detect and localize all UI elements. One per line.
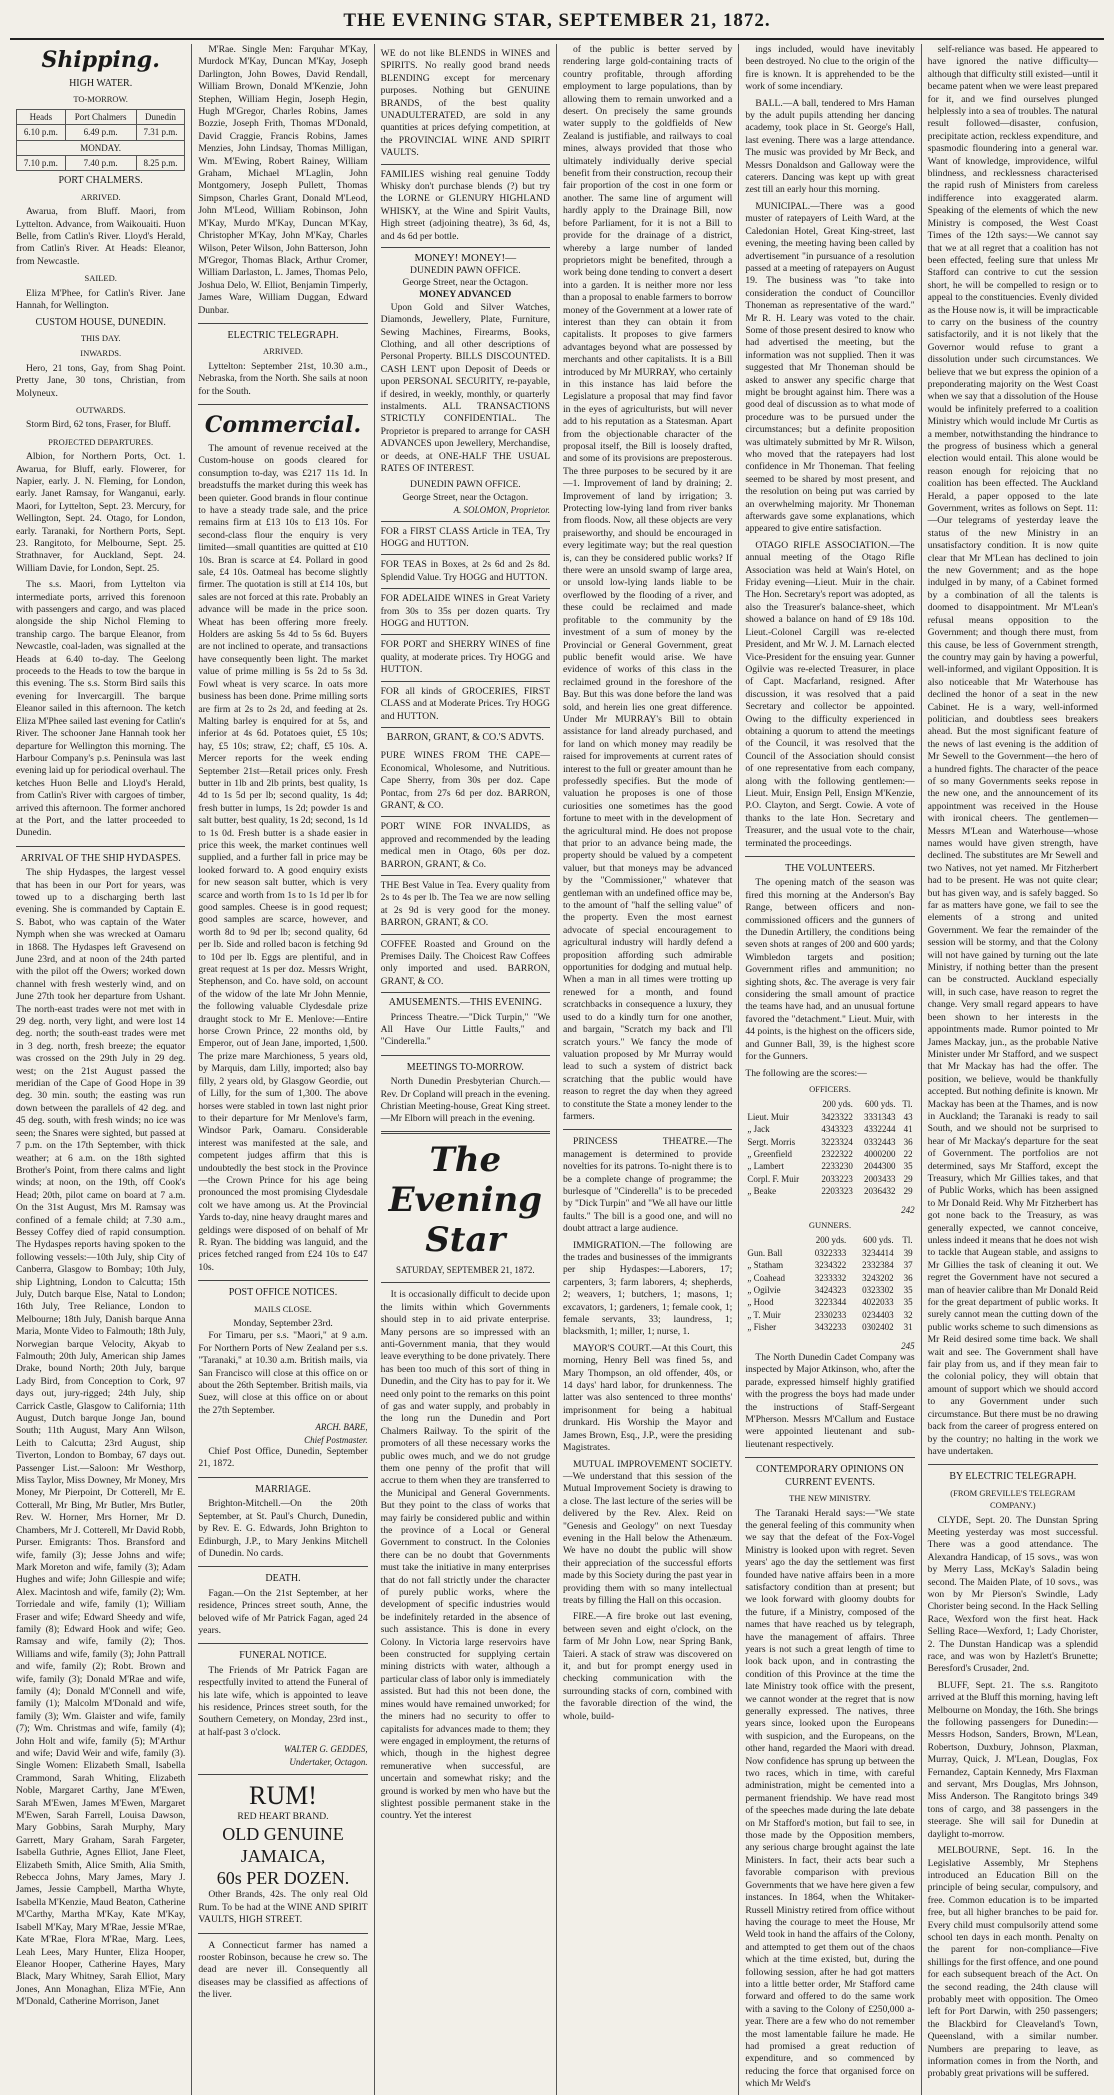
masthead: THE EVENING STAR, SEPTEMBER 21, 1872. [343,10,771,31]
score-cell: 3243202 [862,1272,894,1283]
scores-head: 600 yds. [863,1235,894,1246]
divider [16,846,185,847]
undertaker-address: Undertaker, Octagon. [289,1756,368,1767]
issue-date: SATURDAY, SEPTEMBER 21, 1872. [396,1264,535,1275]
column-3 [375,44,557,2095]
marriage-heading: MARRIAGE. [255,1483,311,1495]
pawn-text: Upon Gold and Silver Watches, Diamonds, Jewellery, Plate, Furniture, Sewing Machines, Firearms, Books, Clothing, and all other descriptions of Personal Property. BILLS DISCOUNTED. CASH LENT upon Deposit of Deeds or upon PERSONAL SECURITY, re-payable, if desired, in weekly, monthly, or quarterly instalments. ALL TRANSACTIONS STRICTLY CONFIDENTIAL. The Proprietor is prepared to arrange for CASH ADVANCES upon Jewellery, Merchandise, or deeds, at ONE-HALF THE USUAL RATES OF INTEREST. [380,301,550,474]
mails-close-label: MAILS CLOSE. [254,1303,312,1314]
customs-heading: CUSTOM HOUSE, DUNEDIN. [35,316,166,328]
barron-advert-3: THE Best Value in Tea. Every quality from 2s to 4s per lb. The Tea we are now selling at 2s 9d is very good for the money. BARRON, GRANT, & CO. [381,876,550,935]
column-1 [10,44,192,2095]
contemporary-heading: CONTEMPORARY OPINIONS ON CURRENT EVENTS. [756,1464,904,1488]
score-cell: 2330233 [814,1309,847,1320]
outwards-text: Storm Bird, 62 tons, Fraser, for Bluff. [26,419,171,431]
blends-text: WE do not like BLENDS in WINES and SPIRITS. No really good brand needs BLENDING except for mercenary purposes. Nothing but GENUINE BRANDS, of the best quality UNADULTERATED, are sold in any quantities at prices defying competition, at the PROVINCIAL WINE AND SPIRIT VAULTS. [380,48,550,159]
funeral-heading: FUNERAL NOTICE. [239,1650,327,1662]
divider [928,1464,1098,1465]
contemporary-continued: self-reliance was based. He appeared to have ignored the native difficulty—although that difficulty still existed—until it became patent when we were least prepared for it, and we find ourselves plunged helplessly into a sea of troubles. The natural result followed—disaster, confusion, precipitate action, reckless expenditure, and spasmodic floundering into a general war. Want of knowledge, improvidence, wilful blindness, and recklessness characterised the rapid rush of Ministers from careless indifference into exaggerated alarm. Speaking of the elements of which the new Ministry is composed, the West Coast Times of the 12th says:—We cannot say that we at all regret that a coalition has not been effected, feeling sure that unless Mr Stafford can contrive to cut the session short, he will be compelled to resign or to appeal to the constituencies. Evenly divided as the House now is, it will be impracticable to carry on the business of the country satisfactorily, and it is not likely that the Governor would refuse to grant a dissolution under such circumstances. We believe that we but express the opinion of a preponderating majority on the West Coast when we say that a dissolution of the House would be infinitely preferred to a coalition Ministry which would include Mr Curtis as a member, notwithstanding the hindrance to the progress of business which a general election would entail. This alone would be reason enough for rejoicing that no coalition has been effected. The Auckland Herald, a paper opposed to the late Government, writes as follows on Sept. 11:—Our telegrams of yesterday leave the status of the new Ministry in an unsatisfactory condition. It is now quite clear that Mr M'Lean has declined to join the new Government; and as the hope indulged in by many, of a Cabinet formed by a combination of all the talents is doomed to disappointment. Mr M'Lean's refusal means opposition to the Government; and though there must, from this cause, be less of Government strength, the country may gain by having a powerful, well-informed, and vigilant Opposition. It is also noticeable that Mr Waterhouse has declined the honor of a seat in the new Cabinet. He is a wary, well-informed politician, and doubtless sees breakers ahead. But the most significant feature of the news of last evening is the addition of Mr Sewell to the Government—the hero of a hundred fights. The character of the peace of so many Governments seeks repose in the new one, and the announcement of its appointment was received in the House with ironical cheers. The gentlemen—Messrs M'Lean and Waterhouse—whose names would have given strength, have declined. The substitutes are Mr Sewell and two Natives, not yet named. Mr Fitzherbert had to be present. He was not quite clear; but has given way, and is safely bagged. So far as matters have gone, we fail to see the elements of a strong and united Government. We fear the remainder of the session will be stormy, and that the Colony will not have gained by turning out the late Ministry, if nothing better than the present can be constructed. Auckland especially will, in such case, have reason to regret the change. Very small regard appears to have been shown to her interests in the appointments made. Rumor pointed to Mr James Mackay, jun., as the probable Native Minister under Mr Stafford, and we suspect that Mr Mackay has had the offer. The position, we believe, would be thankfully accepted. But nothing definite is known. Mr Mackay has been at the Thames, and is now in Auckland; the Taranaki is ready to sail South, and we should not be surprised to hear of Mr Mackay's departure for the seat of Government. The portfolios are not determined, says Mr Stafford, except the Treasury, which Mr Gillies takes, and that of Public Works, which has been assigned to Mr Donald Reid. Why Mr Fitzherbert has got none back to the Treasury, as was generally expected, we cannot conceive, unless indeed it means that he does not wish to tackle that Augean stable, and assigns to Mr Gillies the task of cleaning it out. We regret the Government have not secured a man of heavier calibre than Mr Donald Reid for the great department of public works. It surely cannot mean the cutting down of the public works scheme to such dimensions as Mr Reid desired some time back. We shall wait and see. The Government shall have fair play from us, and if they mean fair to the colonial policy, they will obtain that amount of support which we should accord to any Government under such circumstance. But there must be no drawing back from the career of progress entered on by the country; no halting in the work we have undertaken. [927,44,1098,1457]
immigration-item: IMMIGRATION.—The following are the trades and businesses of the immigrants per ship Hydaspes:—Laborers, 17; carpenters, 3; farm laborers, 4; shepherds, 2; weavers, 1; butchers, 1; masons, 1; excavators, 1; gardeners, 1; female cook, 1; female servants, 33; laundress, 1; blacksmith, 1; miller, 1; nurse, 1. [562,1239,733,1338]
score-row [745,1148,914,1160]
hydaspes-text: The ship Hydaspes, the largest vessel that has been in our Port for years, was towed up to a discharging berth last evening. She is commanded by Captain E. S. Babot, who was captain of the Water Nymph when she was wrecked at Oamaru in 1868. The Hydaspes left Gravesend on June 23rd, and at noon of the 24th parted with the pilot off the Owers; worked down channel with fresh westerly wind, and on June 27th took her departure from Ushant. The north-east trades were not met with in 29 deg. north, very light, and were lost 14 deg. north; the south-east trades were met in 3 deg. north, fresh breeze; the equator was crossed on the 29th July in 29 deg. west; on the 21st August passed the meridian of the Cape of Good Hope in 39 deg. 30 min. south; the easting was run down between the parallels of 42 deg. and 45 deg. south, with fresh winds; no ice was seen; the Snares were sighted, but passed at 7 p.m. on the 17th September, with thick weather; at 6 a.m. on the 18th sighted Brother's Point, from there calms and light winds; at noon, on the 19th, off Cook's Head; 20th, pilot came on board at 7 a.m. On the 31st August, Mrs M. Ramsay was confined of a female child; at 7.30 a.m., Bessey Coffey died of rapid consumption. The Hydaspes reports having spoken to the following vessels:—10th July, ship City of Canberra, Glasgow to Bombay; 10th July, ship Lightning, London to Calcutta; 15th July, Dutch barque Else, Natal to London; 16th July, Tree Reliance, London to Melbourne; 18th July, Danish barque Anna Maria, Monte Video to Falmouth; 18th July, Norwegian barque Velocity, Akyab to Falmouth; 20th July, American ship James Drake, bound North; 20th July, barque Lady Bird, from Conception to Cork, 97 days out, jury-rigged; 24th July, ship Carrick Castle, Glasgow to California; 11th August, Dutch barque Jonge Jan, bound South; 11th August, Mary Ann Wilson, Leith to Calcutta; 23rd August, ship Tiverton, London to Bombay, 67 days out. Passenger List.—Saloon: Mr Westhorp, Miss Taylor, Miss Downey, Mr Money, Mrs Money, Mr Pierpoint, Dr Cotterell, Mr E. Cotterall, Mr Bing, Mr Butler, Mrs Butler, Rev. W. Horner, Mrs Horner, Mr D. Chambers, Mr J. Cotterell, Mr David Robb, Purser. Emigrants: Thos. Bransford and wife, family (3); Jesse Johns and wife; Mark Moreton and wife, family (3); Adam Hughes and wife; John Gillespie and wife; Alex. Macintosh and wife, family (2); Wm. Torriedale and wife, family (1); William Fraser and wife; Edward Sheedy and wife, family (8); Edward Hook and wife; Geo. Ramsay and wife, family (2); Thos. Williams and wife, family (3); John Pattrall and wife, family (2); Robt. Brown and wife, family (3); Donald M'Rae and wife, family (4); Donald M'Connell and wife, family (1); Malcolm M'Donald and wife, family (3); Wm. Glaister and wife, family (7); Wm. Christmas and wife, family (4); John Holt and wife, family (5); M'Arthur and wife; David Weir and wife, family (3). Single Women: Elizabeth Small, Isabella Crammond, Sarah Whiting, Elizabeth Noble, Margaret Carthy, Jane M'Ewen, Sarah M'Ewen, James M'Ewen, Margaret M'Ewen, Sarah Farrell, Louisa Dawson, Mary Gobbins, Sarah Murphy, Mary Garrett, Mary Graham, Sarah Fargeter, Isabella Guthrie, Agnes Elliot, Jane Fleet, Elizabeth Smith, Alice Smith, Alia Smith, Rebecca Johns, Mary James, Mary J. James, Jessie Campbell, Martha Whyte, Isabella M'Kenzie, Maud Beaton, Catherine M'Carthy, Martha M'Kay, Kate M'Kay, Isabell M'Kay, Mary M'Rae, Jessie M'Rae, Kate M'Rae, Flora M'Rae, Marg. Lees, Leah Lees, Mary Hunter, Eliza Hooper, Eleanor Hooper, Catherine Hayes, Mary Black, Mary Whitney, Sarah Elliot, Mary Jones, Ann Monaghan, Eliza M'Fie, Ann M'Donald, Catherine Morrison, Janet [16,867,186,2008]
rifle-item: OTAGO RIFLE ASSOCIATION.—The annual meeting of the Otago Rifle Association was held at Wain's Hotel, on Friday evening—Lieut. Muir in the chair. The Hon. Secretary's report was adopted, as also the Treasurer's balance-sheet, which showed a balance on hand of £9 18s 10d. Lieut.-Colonel Cargill was re-elected President, and Mr W. J. M. Larnach elected Vice-President for the ensuing year. Gunner Ogilvie was re-elected Treasurer, in place of Capt. Macfarland, resigned. After discussion, it was resolved that a paid Secretary and collector be appointed. Owing to the difficulty experienced in obtaining a quorum to attend the meetings of the Council, it was resolved that the Council of the Association should consist of one representative from each company, along with the following gentlemen:—Lieut. Muir, Ensign Pell, Ensign M'Kenzie, P.O. Clayton, and Sergt. Cowie. A vote of thanks to the late Hon. Secretary and Treasurer, and the usual vote to the chair, terminated the proceedings. [745,539,915,849]
score-cell: 4343323 [821,1124,853,1135]
cadets-item: The North Dunedin Cadet Company was inspected by Major Atkinson, who, after the parade, expressed himself highly gratified with the progress the boys had made under the instructions of Staff-Sergeant M'Pherson. Messrs M'Callum and Eustace were appointed lieutenant and sub-lieutenant respectively. [745,1352,915,1450]
officers-label: OFFICERS. [809,1083,851,1094]
score-cell: 31 [903,1322,913,1333]
score-cell: 32 [903,1309,913,1320]
divider [198,1643,367,1644]
officers-scores-table [745,1098,914,1197]
score-cell: 37 [903,1260,913,1271]
barron-advert-2: PORT WINE FOR INVALIDS, as approved and recommended by the leading medical men in Otago, 60s per doz. BARRON, GRANT, & Co. [381,817,550,876]
chief-postmaster: Chief Postmaster. [304,1434,368,1445]
old-genuine: OLD GENUINE JAMAICA, [222,1824,344,1867]
score-cell: 4022033 [862,1297,894,1308]
score-row [745,1123,914,1135]
scores-head: Tl. [902,1235,913,1246]
score-cell: 39 [903,1247,913,1258]
amusements-text: Princess Theatre.—"Dick Turpin," "We All Have Our Little Faults," and "Cinderella." [380,1011,550,1048]
score-cell: „ T. Muir [747,1309,781,1320]
volunteers-text: The opening match of the season was fired this morning at the Anderson's Bay Range, between officers and non-commissioned officers and the gunners of the Dunedin Artillery, the conditions being seven shots at ranges of 200 and 600 yards; Wimbledon targets and position; Government rifles and ammunition; no sighting shots, &c. The average is very fair considering the small amount of practice the teams have had, and an unusual fortune favored the "detachment." Lieut. Muir, with 44 points, is the highest on the officers side, and Gunner Ball, 39, is the highest score for the Gunners. [745,877,915,1063]
score-row [745,1259,914,1271]
post-office-heading: POST OFFICE NOTICES. [228,1287,338,1299]
score-cell: 3423322 [821,1111,853,1122]
score-cell: 3234414 [862,1247,894,1258]
score-cell: 36 [903,1272,913,1283]
divider [198,323,367,324]
pawn-heading-2: DUNEDIN PAWN OFFICE. [410,479,521,491]
score-cell: 0234403 [862,1309,894,1320]
score-cell: 2332384 [862,1260,894,1271]
volunteers-heading: THE VOLUNTEERS. [785,863,875,874]
by-telegraph-sub: (FROM GREVILLE'S TELEGRAM COMPANY.) [950,1487,1076,1511]
arrived-label: ARRIVED. [80,191,121,202]
hydaspes-heading: ARRIVAL OF THE SHIP HYDASPES. [20,852,181,864]
divider [198,1477,367,1478]
new-ministry-label: THE NEW MINISTRY. [789,1493,871,1504]
tide-cell: 8.25 p.m. [136,156,185,171]
death-text: Fagan.—On the 21st September, at her residence, Princes street south, Anne, the beloved wife of Mr Patrick Fagan, aged 24 years. [198,1587,368,1636]
money-banner: MONEY! MONEY!— [414,252,517,265]
score-cell: 36 [903,1136,913,1147]
column-2 [192,44,374,2095]
score-row [745,1309,914,1321]
score-cell: 2033223 [821,1173,853,1184]
mayors-court-item: MAYOR'S COURT.—At this Court, this morning, Henry Bell was fined 5s, and Mary Thompson, an old offender, 40s, or 14 days' hard labor, for drunkenness. The latter was also sentenced to three months' imprisonment for being a habitual drunkard. His Worship the Mayor and James Brown, Esq., J.P., were the presiding Magistrates. [562,1342,733,1454]
mails-text: For Timaru, per s.s. "Maori," at 9 a.m. For Northern Ports of New Zealand per s.s. "Taranaki," at 10.30 a.m. British mails, via San Francisco will close at this office on or about the 26th September. British mails, via Suez, will close at this office on or about the 27th September. [198,1330,368,1416]
score-cell: 29 [903,1186,913,1197]
divider [745,856,914,857]
score-cell: 0302402 [862,1322,894,1333]
score-cell: 3331343 [864,1111,896,1122]
score-cell: 4000200 [864,1148,896,1159]
this-day-label: THIS DAY. [80,332,121,343]
rum-title: RUM! [249,1781,317,1810]
amusements-heading: AMUSEMENTS.—THIS EVENING. [388,997,542,1009]
telegraph-arrived: ARRIVED. [263,346,303,357]
score-cell: 41 [903,1124,913,1135]
score-cell: „ Jack [747,1124,770,1135]
gunners-label: GUNNERS. [808,1219,852,1230]
high-water-heading: HIGH WATER. [69,78,133,89]
tide-cell: 7.40 p.m. [65,156,136,171]
undertaker-name: WALTER G. GEDDES, [283,1744,368,1755]
score-row [745,1321,914,1333]
barron-advert-1: PURE WINES FROM THE CAPE— Economical, Wholesome, and Nutritious. Cape Sherry, from 30s per doz. Cape Pontac, from 27s 6d per doz. BARRON, GRANT, & CO. [381,746,550,817]
score-cell: Sergt. Morris [747,1136,796,1147]
projected-label: PROJECTED DEPARTURES. [48,436,154,447]
tide-head-dunedin: Dunedin [136,109,185,124]
score-row [745,1136,914,1148]
municipal-item: MUNICIPAL.—There was a good muster of ratepayers of Leith Ward, at the Caledonian Hotel, Great King-street, last evening, the meeting having been called by advertisement "in pursuance of a resolution passed at a meeting of ratepayers on August 19. The business was "to take into consideration the conduct of Councillor Thoneman as representative of the ward." Mr R. H. Leary was voted to the chair. Some of those present desired to know who had advertised the meeting, but the information was not supplied. Then it was suggested that Mr Thoneman should be asked to answer any specific charge that might be brought against him. There was a good deal of discussion as to what mode of procedure was to be pursued under the circumstances; but a definite proposition was ultimately submitted by Mr R. Wilson, who moved that the ratepayers had lost confidence in Mr Thoneman. That feeling seemed to be shared by most present, and the resolution on being put was carried by an overwhelming majority. Mr Thoneman afterwards gave some explanations, which appeared to give entire satisfaction. [745,200,915,535]
score-cell: „ Lambert [747,1161,785,1172]
score-cell: 0323302 [862,1285,894,1295]
score-cell: Gun. Ball [747,1247,783,1258]
by-telegraph-heading: BY ELECTRIC TELEGRAPH. [949,1471,1077,1483]
score-cell: 3223344 [814,1297,847,1308]
sailed-text: Eliza M'Phee, for Catlin's River. Jane Hannah, for Wellington. [16,287,186,312]
paper-title: The Evening Star [388,1139,543,1260]
score-cell: 2036432 [864,1186,896,1197]
rum-text: Other Brands, 42s. The only real Old Rum. To be had at the WINE AND SPIRIT VAULTS, HIGH STREET. [198,1889,368,1926]
score-cell: 2044300 [864,1161,896,1172]
projected-text: Albion, for Northern Ports, Oct. 1. Awarua, for Bluff, early. Flowerer, for Napier, early. J. N. Fleming, for London, early. Janet Ramsay, for Wanganui, early. Maori, for Lyttelton, Sept. 23. Mercury, for Wellington, Sept. 24. Otago, for London, early. Taranaki, for Northern Ports, Sept. 23. Rangitoto, for Melbourne, Sept. 25. Strathnaver, for Auckland, Sept. 24. William Davie, for London, Sept. 25. [16,451,186,574]
scores-head: Tl. [902,1099,913,1110]
fire-continued: ings included, would have inevitably been destroyed. No clue to the origin of the fire is known. It is apprehended to be the work of some incendiary. [745,44,915,93]
score-cell: 4332244 [864,1124,896,1135]
meetings-heading: MEETINGS TO-MORROW. [406,1061,524,1073]
port-chalmers-heading: PORT CHALMERS. [58,175,143,187]
inwards-label: INWARDS. [80,348,122,359]
solomon: A. SOLOMON, Proprietor. [453,505,550,516]
telegraph-heading: ELECTRIC TELEGRAPH. [227,329,339,341]
score-cell: Lieut. Muir [747,1111,789,1122]
hogg-advert-5: FOR all kinds of GROCERIES, FIRST CLASS and at Moderate Prices. Try HOGG and HUTTON. [381,682,550,728]
tomorrow-label: TO-MORROW. [73,94,128,105]
passenger-list-continued: M'Rae. Single Men: Farquhar M'Kay, Murdock M'Kay, Duncan M'Kay, Joseph Darlington, John Bowes, David Rendall, William Brown, Donald M'Kenzie, John Stephen, William Hegin, Joseph Hegin, Hugh M'Gregor, Charles Robins, James Bozzie, Joseph Frith, Thomas M'Donald, David Craggie, Francis Robins, James Menzies, John Lindsay, Thomas Milligan, Wm. M'Ewing, Robert Rainey, William Graham, Michael M'Laglin, John Montgomery, Joseph Pullett, Thomas Simpson, Charles Grant, Donald M'Leod, John M'Leod, William Robinson, John M'Kay, Murdo M'Kay, Duncan M'Kay, Christopher M'Kay, John M'Kay, Charles Wilson, Peter Wilson, John Batterson, John M'Gregor, Thomas Black, Arthur Cromer, William Darlaston, L. James, Thomas Pelo, Joshua Delo, W. Elliot, Benjamin Timperly, James Ware, William Duggan, Edward Dunbar. [198,44,368,316]
divider [198,1280,367,1281]
chief-post-office: Chief Post Office, Dunedin, September 21, 1872. [198,1446,368,1470]
mails-date: Monday, September 23rd. [233,1318,333,1329]
score-cell: „ Beake [747,1186,777,1197]
pawn-advert [381,248,550,522]
funeral-text: The Friends of Mr Patrick Fagan are respectfully invited to attend the Funeral of his late wife, which is appointed to leave his residence, Princes street south, for the Southern Cemetery, on Monday, 23rd inst., at half-past 3 o'clock. [198,1664,368,1738]
melbourne-item: MELBOURNE, Sept. 16. In the Legislative Assembly, Mr Stephens introduced an Education Bill on the principle of being secular, compulsory, and free. Common education is to be imparted free, but all higher branches to be paid for. Every child must compulsorily attend some school ten days in each month. Penalty on the parent for non-compliance—Five shillings for the first offence, and one pound for each subsequent breach of the Act. On the second reading, the 24th clause will probably meet with opposition. The Omeo left for Port Darwin, with 250 passengers; the Blackbird for Cleaveland's Town, Queensland, with a similar number. Numbers are preparing to leave, as information comes in from the North, and probably great privations will be suffered. [927,1845,1098,2080]
tide-cell: 6.10 p.m. [17,125,66,140]
scores-head: 200 yds. [822,1099,853,1110]
mutual-improvement-item: MUTUAL IMPROVEMENT SOCIETY.—We understand that this session of the Mutual Improvement Society is drawing to a close. The last lecture of the series will be delivered by the Rev. Alex. Reid on "Genesis and Geology" on next Tuesday evening in the Hall below the Athenæum. We have no doubt the public will show their appreciation of the successful efforts made by this Society during the past year in providing them with so many intellectual treats by filling the Hall on this occasion. [562,1458,733,1606]
marriage-text: Brighton-Mitchell.—On the 20th September, at St. Paul's Church, Dunedin, by Rev. E. G. Edwards, John Brighton to Edinburgh, J.P., to Mary Jenkins Mitchell of Dunedin. No cards. [198,1498,368,1559]
scores-head [745,1098,812,1110]
score-row [745,1173,914,1185]
score-cell: 35 [903,1285,913,1295]
contemporary-text: The Taranaki Herald says:—"We state the general feeling of this community when we say that the defeat of the Fox-Vogel Ministry is looked upon with regret. Seven years' ago the day the settlement was first founded have native affairs been in a more satisfactory condition than at present; but we look forward with gloomy doubts for the future, if a Ministry, composed of the names that have reached us by telegraph, have the management of affairs. Three years is not such a great length of time to look back upon, and in contrasting the condition of this Province at the time the late Ministry took office with the present, we cannot wonder at the regret that is now generally expressed. The natives, three years since, looked upon the Europeans with suspicion, and the Europeans, on the other hand, regarded the Maori with dread. Now confidence has sprung up between the two races, which in time, with careful administration, might be cemented into a permanent friendship. We have read most of the speeches made during the late debate on Mr Stafford's motion, but fail to see, in those made by the Opposition members, any serious charge brought against the late Ministers. In fact, their acts bear such a favorable comparison with previous Governments that we have here given a few instances. In 1864, when the Whitaker-Russell Ministry retired from office without having the courage to meet the House, Mr Weld took in hand the affairs of the Colony, and attempted to get them out of the chaos which at the time existed, but, during the following session, after he had got matters into a little better order, Mr Stafford came forward and offered to do the same work with a saving to the Colony of £250,000 a-year. There are a few who do not remember the most lamentable failure he made. He had promised a great reduction of expenditure, and so commenced by reducing the force that organised force on which Mr Weld's [745,1507,915,2090]
column-5 [739,44,921,2095]
score-row [745,1296,914,1308]
gunners-rows [745,1247,914,1334]
rum-footer: A Connecticut farmer has named a rooster Robinson, because he crew so. The dead are never ill. Consequently all diseases may be classified as affections of the liver. [198,1939,368,2001]
divider [745,1457,914,1458]
column-4 [557,44,739,2095]
score-cell: 2203323 [821,1186,853,1197]
score-cell: „ Hood [747,1297,774,1308]
columns [10,44,1104,2090]
score-cell: „ Statham [747,1260,784,1271]
tide-cell: 6.49 p.m. [65,125,136,140]
score-cell: 3432233 [814,1322,847,1333]
score-cell: 35 [903,1297,913,1308]
score-cell: 43 [903,1111,913,1122]
score-cell: 2233230 [821,1161,853,1172]
red-heart: RED HEART BRAND. [237,1811,329,1822]
barron-advert-4: COFFEE Roasted and Ground on the Premises Daily. The Choicest Raw Coffees only imported and used. BARRON, GRANT, & CO. [381,935,550,994]
score-row [745,1247,914,1259]
hogg-advert-4: FOR PORT and SHERRY WINES of fine quality, at moderate prices. Try HOGG and HUTTON. [381,635,550,681]
shipping-heading: Shipping. [41,47,160,73]
score-cell: 3223324 [821,1136,853,1147]
score-cell: 3234322 [814,1260,847,1271]
score-cell: 3424323 [814,1285,847,1295]
blends-advert [381,44,550,165]
tide-cell: 7.31 p.m. [136,125,185,140]
score-row [745,1185,914,1197]
clyde-item: CLYDE, Sept. 20. The Dunstan Spring Meeting yesterday was most successful. There was a good attendance. The Alexandra Handicap, of 15 sovs., was won by Merry Lass, McKay's Saladin being second. The Maiden Plate, of 10 sovs., was won by Mr Pierson's Swindle, Lady Chorister being second. In the Hack Selling Race, Wexford won the first heat. Hack Selling Race—Wexford, 1; Lady Chorister, 2. The Dunstan Handicap was a splendid race, and was won by Hazlett's Brunette; Beresford's Crusader, 2nd. [927,1514,1098,1675]
editorial-continued: of the public is better served by rendering large gold-containing tracts of country profitable, through affording employment to large populations, than by allowing them to remain unworked and a desert. On precisely the same grounds water supply to the goldfields of New Zealand is justifiable, and railways to coal mines, always provided that those who ultimately individually derive special benefit from their construction, recoup their fair proportion of the cost in one form or another. The same line of argument will hardly apply to the Drainage Bill, now before Parliament, for it is not a Bill to provide for the drainage of a district, whereby a large number of landed proprietors might be benefited, through a work being done tending to convert a desert into a garden. It is neither more nor less than a proposal to enable farmers to borrow money of the Government at a lower rate of interest than they can obtain it from capitalists. It proposes to give farmers advantages beyond what are possessed by merchants and other capitalists. It is a Bill introduced by Mr MURRAY, who certainly in this instance has laid before the Legislature a proposal that may find favor in the eyes of agriculturists, but will never add to his reputation as a Statesman. Apart from the objectionable character of the proposal itself, the Bill is loosely drafted, and some of its provisions are preposterous. The three purposes to be secured by it are—1. Improvement of land by draining; 2. Improvement of land by irrigation; 3. Protecting low-lying land from river banks from floods. Now, all these objects are very praiseworthy, and should be encouraged in every legitimate way; but the real question is, can they be considered public works? If there were an unsold swamp of large area, or unsold low-lying lands liable to be overflowed by the flooding of a river, and these could be reclaimed and made profitable to the community by the investment of a sum of money by the Provincial or General Government, great public benefit would arise. We have evidence of works of this class in the reclaimed ground in the foreshore of the Bay. But this was done before the land was sold, and herein lies one great difference. Under Mr MURRAY's Bill to obtain assistance for land already purchased, and for land on which money may readily be raised for improvements at current rates of interest to the full or greater amount than he professedly specifies. But the mode of valuation he proposes is one of those curiosities one sometimes has the good fortune to meet with in the development of the agricultural mind. He does not propose that prior to an advance being made, the property should be valued by a competent valuer, but that moneys may be advanced by the "Commissioner," whatever that gentleman with an undefined office may be, to the amount of "half the selling value" of the property. Even the most earnest advocate of special encouragement to agricultural industry will hardly defend a proposition affording such admirable opportunities for dodging and mutual help. When a man in all times were trotting up renewed for a month, and found scratchbacks in consequence a luxury, they used to do a kindly turn for one another, and bargain, "Scratch my back and I'll scratch yours." We fancy the mode of valuation proposed by Mr Murray would lead to such a system of district back scratching that the public would have reason to regret the day when they agreed to constitute the State a money lender to the farmers. [562,44,733,1122]
divider [563,1129,732,1130]
editorial-text: It is occasionally difficult to decide upon the limits within which Governments should step in to aid private enterprise. Many persons are so impressed with an anti-Government mania, that they would leave everything to be done privately. There has been too much of this sort of thing in Dunedin, and the City has to pay for it. We need only point to the remarks on this point of gas and water supply, and probably in the long run the Dunedin and Port Chalmers Railway. To the spirit of the promoters of all these necessary works the public owes much, and we do not grudge them one penny of the profit that will accrue to them when they are transferred to the Municipal and General Governments. But they point to the class of works that may fairly be considered public and within the province of a Local or General Government to construct. In the Colonies there can be no doubt that Governments must take the initiative in many enterprises that do not fall strictly under the character of purely public works, where the development of specific industries would be indefinitely retarded in the absence of such assistance. This is done in every Colony. In Victoria large reservoirs have been constructed for supplying certain mining districts with water, although a particular class of labor only is immediately assisted. But had this not been done, the mines would have remained unworked; for the miners had no security to offer to capitalists for advances made to them; they were engaged in employment, the returns of which, though in the highest degree remunerative when successful, are uncertain and somewhat risky; and the ground is worked by men who have but the slightest possible permanent stake in the country. Yet the interest [380,1289,550,1822]
score-cell: 3233332 [814,1272,847,1283]
gunners-total: 245 [901,1340,915,1351]
inwards-text: Hero, 21 tons, Gay, from Shag Point. Pretty Jane, 30 tons, Christian, from Molyneux. [16,362,186,399]
divider [198,404,367,405]
divider [381,1282,550,1283]
arrived-text: Awarua, from Bluff. Maori, from Lyttelton. Advance, from Waikouaiti. Huon Belle, from Catlin's River. Lloyd's Herald, from Catlin's River. At Heads: Eleanor, from Newcastle. [16,206,186,267]
theatre-item: PRINCESS THEATRE.—The management is determined to provide novelties for its patrons. To-night there is to be a complete change of programme; the burlesque of "Cinderella" is to be preceded by "Dick Turpin" and "We all have our little faults." The bill is a good one, and will no doubt attract a large audience. [562,1136,733,1235]
per-dozen: 60s PER DOZEN. [216,1868,350,1889]
commercial-heading: Commercial. [204,411,362,438]
score-cell: 29 [903,1173,913,1184]
score-row [745,1272,914,1284]
tide-cell: 7.10 p.m. [17,156,66,171]
hogg-advert-3: FOR ADELAIDE WINES in Great Variety from 30s to 35s per dozen quarts. Try HOGG and HUTTON. [381,589,550,635]
bluff-item: BLUFF, Sept. 21. The s.s. Rangitoto arrived at the Bluff this morning, having left Melbourne on Monday, the 16th. She brings the following passengers for Dunedin:—Messrs Hodson, Sanders, Brown, M'Lean, Robertson, Duxbury, Johnson, Plaxman, Murray, Quick, J. M'Lean, Douglas, Fox Fernandez, Captain Kennedy, Mrs Flaxman and servant, Mrs Douglas, Mrs Johnson, Miss Anderson. The Rangitoto brings 349 tons of cargo, and 38 passengers in the steerage. She will sail for Dunedin at daylight to-morrow. [927,1679,1098,1840]
score-row [745,1111,914,1123]
rum-advert [198,1781,367,1889]
outwards-label: OUTWARDS. [75,404,126,415]
hogg-advert-2: FOR TEAS in Boxes, at 2s 6d and 2s 8d. Splendid Value. Try HOGG and HUTTON. [381,555,550,589]
divider [198,1774,367,1775]
tide-head-heads: Heads [17,109,66,124]
tide-table [16,109,185,172]
scores-head [745,1234,801,1246]
score-cell: 22 [903,1148,913,1159]
scores-intro: The following are the scores:— [745,1067,867,1079]
money-advanced: MONEY ADVANCED [419,289,512,301]
score-cell: „ Fisher [747,1322,777,1333]
scores-head: 200 yds. [815,1235,847,1246]
column-6 [922,44,1104,2095]
score-cell: „ Greenfield [747,1148,793,1159]
score-cell: Corpl. F. Muir [747,1173,800,1184]
score-cell: 0322333 [814,1247,847,1258]
families-text: FAMILIES wishing real genuine Toddy Whisky don't purchase blends (?) but try the LORNE or GLENURY HIGHLAND WHISKY, at the Wine and Spirit Vaults, High street (adjoining theatre), 3s 6d, 4s, and 4s 6d per bottle. [380,168,550,242]
fire-item: FIRE.—A fire broke out last evening, between seven and eight o'clock, on the farm of Mr John Low, near Spring Bank, Taieri. A stack of straw was discovered on it, and but for prompt energy used in checking communication with the surrounding stacks of corn, combined with the favorable direction of the wind, the whole, build- [562,1611,733,1722]
barron-heading: BARRON, GRANT, & CO.'S ADVTS. [386,731,544,743]
double-rule [381,1131,550,1134]
score-cell: 0332443 [864,1136,896,1147]
officers-rows [745,1111,914,1198]
telegraph-text: Lyttelton: September 21st, 10.30 a.m., Nebraska, from the North. She sails at noon for the South. [198,360,368,397]
shipping-news: The s.s. Maori, from Lyttelton via intermediate ports, arrived this forenoon with passengers and cargo, and was placed alongside the ship Nichol Fleming to tranship cargo. The barque Eleanor, from Newcastle, coal-laden, was signalled at the Heads at 6.40 to-day. The Geelong proceeds to the Heads to tow the barque in this evening. The s.s. Storm Bird sails this evening for Invercargill. The barque Eleanor sailed in this afternoon. The ketch Eliza M'Phee sailed last evening for Catlin's River. The schooner Jane Hannah took her departure for Wellington this morning. The Harbour Company's p.s. Peninsula was last evening laid up for periodical overhaul. The ketches Huon Belle and Lloyd's Herald, from Catlin's River with cargoes of timber, arrived this afternoon. The former anchored at the Port, and the latter proceeded to Dunedin. [16,579,186,839]
arch-bare: ARCH. BARE, [315,1422,368,1433]
families-advert [381,165,550,248]
sailed-label: SAILED. [84,273,117,284]
score-cell: 2322322 [821,1148,853,1159]
meetings-text: North Dunedin Presbyterian Church.—Rev. Dr Copland will preach in the evening. Christian Meeting-house, Great King street.—Mr Elborn will preach in the evening. [380,1076,550,1125]
ball-item: BALL.—A ball, tendered to Mrs Haman by the adult pupils attending her dancing academy, took place in St. George's Hall, last evening. There was a large attendance. The music was provided by Mr Beck, and Messrs Donaldson and Galloway were the caterers. Dancing was kept up with great zest till an early hour this morning. [745,97,915,196]
hogg-advert-1: FOR a FIRST CLASS Article in TEA, Try HOGG and HUTTON. [381,522,550,556]
officers-total: 242 [901,1204,915,1215]
scores-head: 600 yds. [865,1099,896,1110]
pawn-heading: DUNEDIN PAWN OFFICE. [410,264,521,276]
commercial-text: The amount of revenue received at the Custom-house on goods cleared for consumption to-day, was £217 11s 1d. In breadstuffs the market during this week has been quieter. Good brands in flour continue to have a steady trade sale, and the price remains firm at £13 10s to £13 10s. For second-class flour the enquiry is very limited—small quantities are quitted at £10 10s. Bran is scarce at £4. Pollard in good sale, £4 10s. Oatmeal has become slightly firmer. The quotation is still at £14 10s, but sales are not forced at this rate. Probably an advance will be made in the price soon. Wheat has been offering more freely. Holders are asking 5s 4d to 5s 6d. Buyers are not inclined to operate, and transactions have consequently been light. The market value of prime milling is 5s 2d to 5s 3d. Fowl wheat is very scarce. In oats more business has been done. Prime milling sorts are firm at 2s to 2s 2d, and feeding at 2s. Malting barley is enquired for at 5s, and inferior at 4s 6d. Potatoes quiet, £5 10s; hay, £5 10s; straw, £2; chaff, £5 10s. A. Mercer reports for the week ending September 21st—Retail prices only. Fresh butter in 1lb and 2lb prints, best quality, 1s 4d to 1s 5d per lb; second quality, 1s 4d; fresh butter in lumps, 1s 2d; powder 1s and salt butter, best quality, 1s 2d; second, 1s 1d to 1s 0d. Fresh butter is a shade easier in price this week, the market continues well supplied, and a further fall in price may be looked forward to. A good enquiry exists for new season salt butter, which is very scarce and worth from 1s to 1s 1d per lb for good samples. Cheese is in good request; good samples are scarce, however, and worth 8d to 9d per lb; second quality, 6d per lb. Side and rolled bacon is fetching 9d to 10d per lb. Eggs are plentiful, and in great request at 1s per doz. Messrs Wright, Stephenson, and Co. have sold, on account of the widow of the late Mr John Mennie, the following valuable Clydesdale prize draught stock to Mr E. Menlove:—Entire horse Crown Prince, 22 months old, by Emperor, out of Jean Jane, imported, 1,500. The prize mare Marchioness, 5 years old, by Marquis, dam Lilly, imported; also bay filly, 2 years old, by Glasgow Geordie, out of Lilly, for the sum of 1,300. The above horses were stabled in town last night prior to their departure for Mr Menlove's farm, Windsor Park, Oamaru. Considerable interest was manifested at the sale, and competent judges affirm that this is undoubtedly the best stock in the Province—the Crown Prince for his age being pronounced the most promising Clydesdale colt we have among us. At the Provincial Yards to-day, nine heavy draught mares and geldings were disposed of on behalf of Mr R. Ryan. The bidding was languid, and the prices fetched ranged from £24 10s to £47 10s. [198,442,368,1273]
gunners-scores-table [745,1234,914,1333]
tide-head-port: Port Chalmers [65,109,136,124]
score-cell: „ Ogilvie [747,1285,781,1295]
divider [198,1566,367,1567]
score-row [745,1284,914,1296]
monday-label: MONDAY. [17,140,185,155]
score-cell: 35 [903,1161,913,1172]
divider [198,1933,367,1934]
score-cell: 2003433 [864,1173,896,1184]
masthead-rule [10,38,1104,40]
pawn-address: George Street, near the Octagon. [402,276,529,288]
score-row [745,1160,914,1172]
divider [381,1055,550,1056]
score-cell: „ Coahead [747,1272,786,1283]
death-heading: DEATH. [265,1573,301,1585]
pawn-address-2: George Street, near the Octagon. [402,491,529,503]
